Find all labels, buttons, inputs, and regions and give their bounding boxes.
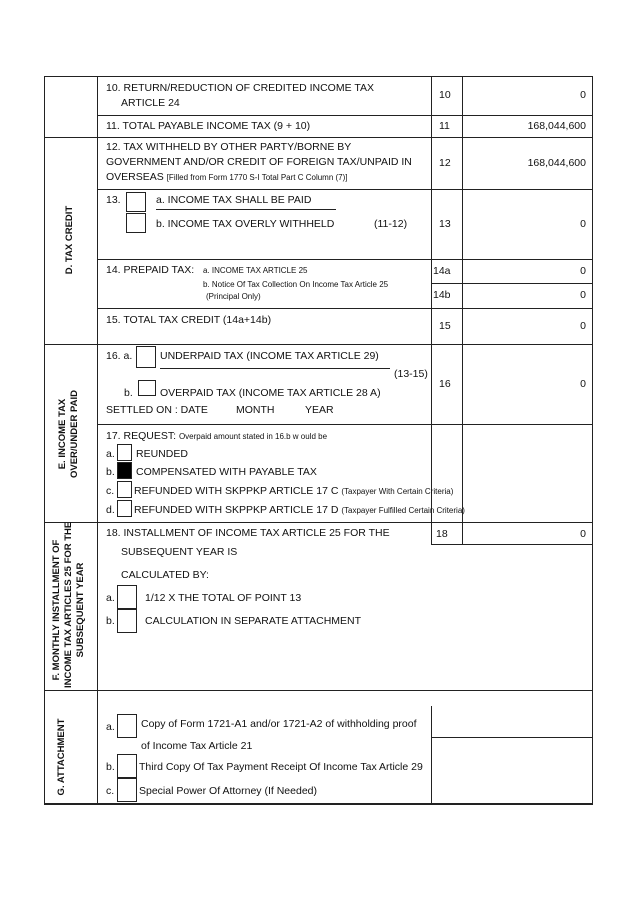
- row18-number: 18: [436, 528, 448, 540]
- row10-label: 10. RETURN/REDUCTION OF CREDITED INCOME TAX: [106, 82, 374, 94]
- row16-label: 16. a.: [106, 350, 133, 362]
- checkbox-attachment-b[interactable]: [117, 754, 137, 778]
- row17-label: 17. REQUEST: Overpaid amount stated in 16.b w ould be: [106, 430, 328, 442]
- col-divider-num-18: [431, 522, 432, 544]
- attachment-c-label: Special Power Of Attorney (If Needed): [139, 785, 318, 797]
- row18-label: 18. INSTALLMENT OF INCOME TAX ARTICLE 25 FOR THE: [106, 527, 390, 539]
- row14a-label: a. INCOME TAX ARTICLE 25: [203, 266, 308, 275]
- row14b-number: 14b: [433, 289, 451, 301]
- row18-label-2: SUBSEQUENT YEAR IS: [121, 546, 238, 558]
- row-line: [44, 804, 593, 805]
- row15-number: 15: [439, 320, 451, 332]
- row18-value[interactable]: 0: [580, 528, 586, 540]
- section-g-label: G. ATTACHMENT: [56, 718, 67, 796]
- checkbox-17a[interactable]: [117, 444, 132, 461]
- row-line: [44, 522, 593, 523]
- attachment-c-letter: c.: [106, 785, 115, 797]
- row17a-label: REUNDED: [136, 448, 188, 460]
- row14a-value[interactable]: 0: [580, 265, 586, 277]
- row13-calc: (11-12): [374, 218, 408, 230]
- section-f-label: F. MONTHLY INSTALLMENT OF INCOME TAX ARTICLES 25 FOR THE SUBSEQUENT YEAR: [51, 521, 86, 688]
- row18a-label: 1/12 X THE TOTAL OF POINT 13: [145, 592, 302, 604]
- row13-label: 13.: [106, 194, 121, 206]
- checkbox-18b[interactable]: [117, 609, 137, 633]
- row16-settled: SETTLED ON : DATE: [106, 404, 208, 416]
- row16-month: MONTH: [236, 404, 275, 416]
- row17c-letter: c.: [106, 485, 115, 497]
- row11-label: 11. TOTAL PAYABLE INCOME TAX (9 + 10): [106, 120, 311, 132]
- row14a-number: 14a: [433, 265, 451, 277]
- checkbox-13b[interactable]: [126, 213, 146, 233]
- row13-value[interactable]: 0: [580, 218, 586, 230]
- checkbox-17d[interactable]: [117, 500, 132, 517]
- checkbox-17b-checked[interactable]: [117, 462, 132, 479]
- row11-value[interactable]: 168,044,600: [527, 120, 586, 132]
- attachment-a-label-2: of Income Tax Article 21: [141, 740, 253, 752]
- row18a-letter: a.: [106, 592, 115, 604]
- attachment-a-label: Copy of Form 1721-A1 and/or 1721-A2 of withholding proof: [141, 718, 417, 730]
- row11-number: 11: [439, 120, 450, 132]
- row16a-label: UNDERPAID TAX (INCOME TAX ARTICLE 29): [160, 350, 379, 362]
- checkbox-attachment-a[interactable]: [117, 714, 137, 738]
- row12-value[interactable]: 168,044,600: [527, 157, 586, 169]
- row17a-letter: a.: [106, 448, 115, 460]
- row17b-label: COMPENSATED WITH PAYABLE TAX: [136, 466, 317, 478]
- row10-number: 10: [439, 89, 451, 101]
- row16-number: 16: [439, 378, 451, 390]
- checkbox-16b[interactable]: [138, 380, 156, 396]
- row14-label: 14. PREPAID TAX:: [106, 264, 195, 276]
- col-divider-section: [97, 76, 98, 804]
- row18b-letter: b.: [106, 615, 115, 627]
- row13a-label: a. INCOME TAX SHALL BE PAID: [156, 194, 312, 206]
- row12-number: 12: [439, 157, 451, 169]
- row16-value[interactable]: 0: [580, 378, 586, 390]
- attachment-b-label: Third Copy Of Tax Payment Receipt Of Income Tax Article 29: [139, 761, 423, 773]
- section-d-label: D. TAX CREDIT: [64, 205, 75, 275]
- row17c-label: REFUNDED WITH SKPPKP ARTICLE 17 C (Taxpayer With Certain Criteria): [134, 485, 454, 497]
- row17d-label: REFUNDED WITH SKPPKP ARTICLE 17 D (Taxpayer Fulfilled Certain Criteria): [134, 504, 465, 516]
- checkbox-16a[interactable]: [136, 346, 156, 368]
- row10-value[interactable]: 0: [580, 89, 586, 101]
- row12-note: [Filled from Form 1770 S-I Total Part C Column (7)]: [166, 173, 348, 182]
- row-line: [97, 189, 593, 190]
- row17c-note: (Taxpayer With Certain Criteria): [341, 487, 454, 496]
- row14b-value[interactable]: 0: [580, 289, 586, 301]
- row16b-label: OVERPAID TAX (INCOME TAX ARTICLE 28 A): [160, 387, 381, 399]
- row-line: [431, 283, 593, 284]
- checkbox-18a[interactable]: [117, 585, 137, 609]
- row15-label: 15. TOTAL TAX CREDIT (14a+14b): [106, 314, 272, 326]
- row-line: [44, 690, 593, 691]
- row12-label: 12. TAX WITHHELD BY OTHER PARTY/BORNE BY: [106, 141, 352, 153]
- row16-underline: [160, 368, 390, 369]
- row-line: [97, 424, 593, 425]
- row17b-letter: b.: [106, 466, 115, 478]
- row17d-note: (Taxpayer Fulfilled Certain Criteria): [341, 506, 465, 515]
- attachment-b-letter: b.: [106, 761, 115, 773]
- checkbox-attachment-c[interactable]: [117, 778, 137, 802]
- row17d-letter: d.: [106, 504, 115, 516]
- row-line: [97, 259, 593, 260]
- row14b-label-2: (Principal Only): [206, 292, 261, 301]
- col-divider-g: [431, 706, 432, 804]
- row17-note: Overpaid amount stated in 16.b w ould be: [178, 432, 328, 441]
- row16-calc: (13-15): [394, 368, 428, 380]
- col-divider-num: [431, 76, 432, 522]
- row-line: [44, 344, 593, 345]
- row-line: [431, 544, 593, 545]
- checkbox-17c[interactable]: [117, 481, 132, 498]
- attachment-a-letter: a.: [106, 721, 115, 733]
- row-line: [97, 308, 593, 309]
- row13-number: 13: [439, 218, 451, 230]
- checkbox-13a[interactable]: [126, 192, 146, 212]
- row13b-label: b. INCOME TAX OVERLY WITHHELD: [156, 218, 335, 230]
- row10-label-2: ARTICLE 24: [121, 97, 180, 109]
- row18-label-3: CALCULATED BY:: [121, 569, 209, 581]
- row12-label-3: OVERSEAS [Filled from Form 1770 S-I Total Part C Column (7)]: [106, 171, 348, 183]
- row14b-label: b. Notice Of Tax Collection On Income Tax Article 25: [203, 280, 389, 289]
- row16-year: YEAR: [305, 404, 334, 416]
- row-line: [431, 737, 593, 738]
- section-e-label: E. INCOME TAX OVER/UNDER PAID: [57, 390, 80, 478]
- row-line: [97, 115, 593, 116]
- row-line: [44, 137, 593, 138]
- row13a-underline: [156, 209, 336, 210]
- row18b-label: CALCULATION IN SEPARATE ATTACHMENT: [145, 615, 362, 627]
- row16b-letter: b.: [124, 387, 133, 399]
- row12-label-2: GOVERNMENT AND/OR CREDIT OF FOREIGN TAX/UNPAID IN: [106, 156, 412, 168]
- row15-value[interactable]: 0: [580, 320, 586, 332]
